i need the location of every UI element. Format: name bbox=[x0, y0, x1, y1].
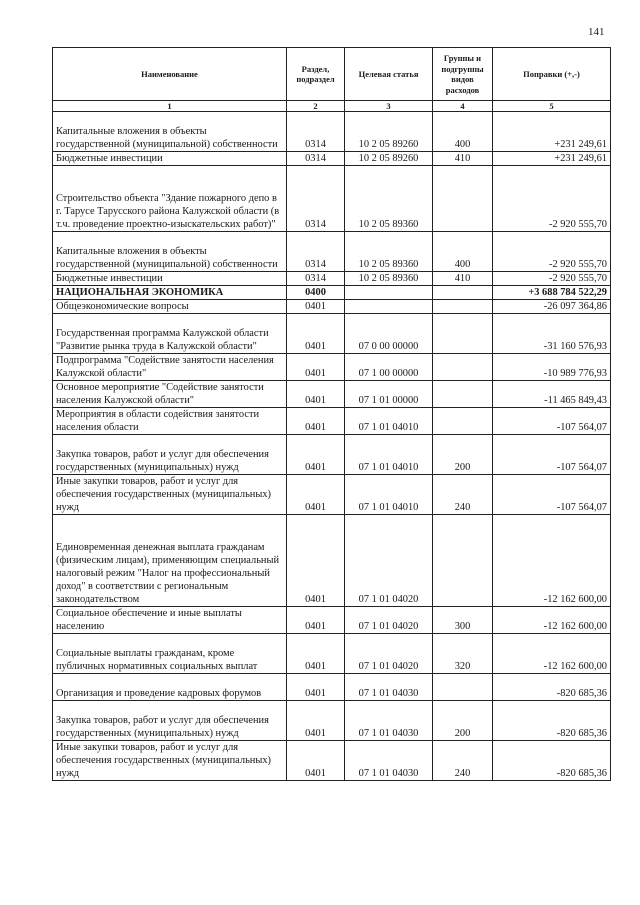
row-section: 0401 bbox=[287, 475, 345, 515]
row-target-article: 07 1 01 04030 bbox=[345, 674, 433, 701]
row-target-article: 10 2 05 89360 bbox=[345, 272, 433, 286]
row-expense-group: 320 bbox=[433, 634, 493, 674]
column-number: 1 bbox=[53, 101, 287, 112]
table-row bbox=[53, 166, 611, 232]
row-name: Подпрограмма "Содействие занятости населения Калужской области" bbox=[53, 354, 287, 381]
row-name: Закупка товаров, работ и услуг для обеспечения государственных (муниципальных) нужд bbox=[53, 435, 287, 475]
row-section: 0401 bbox=[287, 381, 345, 408]
row-name: Общеэкономические вопросы bbox=[53, 300, 287, 314]
row-amount: -10 989 776,93 bbox=[493, 354, 611, 381]
row-amount: +3 688 784 522,29 bbox=[493, 286, 611, 300]
row-expense-group: 410 bbox=[433, 152, 493, 166]
row-amount: -12 162 600,00 bbox=[493, 607, 611, 634]
row-section: 0314 bbox=[287, 272, 345, 286]
header-amount: Поправки (+,-) bbox=[493, 48, 611, 101]
row-target-article: 07 1 01 04020 bbox=[345, 607, 433, 634]
row-expense-group bbox=[433, 515, 493, 607]
row-target-article: 10 2 05 89260 bbox=[345, 112, 433, 152]
row-target-article bbox=[345, 286, 433, 300]
table-row bbox=[53, 674, 611, 701]
row-expense-group bbox=[433, 408, 493, 435]
row-section: 0314 bbox=[287, 152, 345, 166]
row-name: НАЦИОНАЛЬНАЯ ЭКОНОМИКА bbox=[53, 286, 287, 300]
row-section: 0401 bbox=[287, 300, 345, 314]
page-number: 141 bbox=[588, 26, 605, 38]
row-target-article: 07 1 01 04030 bbox=[345, 741, 433, 781]
row-section: 0401 bbox=[287, 607, 345, 634]
row-target-article: 07 1 01 04020 bbox=[345, 515, 433, 607]
table-row bbox=[53, 435, 611, 475]
row-expense-group: 200 bbox=[433, 701, 493, 741]
row-amount: -820 685,36 bbox=[493, 741, 611, 781]
row-amount: -820 685,36 bbox=[493, 701, 611, 741]
row-section: 0401 bbox=[287, 701, 345, 741]
row-expense-group bbox=[433, 354, 493, 381]
row-expense-group bbox=[433, 286, 493, 300]
row-expense-group bbox=[433, 166, 493, 232]
row-amount: -26 097 364,86 bbox=[493, 300, 611, 314]
table-row bbox=[53, 272, 611, 286]
header-name: Наименование bbox=[53, 48, 287, 101]
row-expense-group: 240 bbox=[433, 475, 493, 515]
table-row bbox=[53, 152, 611, 166]
row-target-article: 07 0 00 00000 bbox=[345, 314, 433, 354]
table-row bbox=[53, 515, 611, 607]
table-row bbox=[53, 741, 611, 781]
table-row bbox=[53, 232, 611, 272]
table-row bbox=[53, 286, 611, 300]
table-row bbox=[53, 634, 611, 674]
column-number: 4 bbox=[433, 101, 493, 112]
row-target-article: 07 1 01 04010 bbox=[345, 435, 433, 475]
header-target: Целевая статья bbox=[345, 48, 433, 101]
budget-table bbox=[52, 47, 611, 781]
table-row bbox=[53, 701, 611, 741]
row-name: Строительство объекта "Здание пожарного депо в г. Тарусе Тарусского района Калужской области (в т.ч. проведение проектно-изыскательских работ)" bbox=[53, 166, 287, 232]
table-row bbox=[53, 408, 611, 435]
row-amount: -107 564,07 bbox=[493, 435, 611, 475]
row-target-article: 10 2 05 89260 bbox=[345, 152, 433, 166]
row-section: 0314 bbox=[287, 166, 345, 232]
table-row bbox=[53, 607, 611, 634]
row-target-article: 10 2 05 89360 bbox=[345, 166, 433, 232]
row-section: 0401 bbox=[287, 354, 345, 381]
row-target-article: 07 1 00 00000 bbox=[345, 354, 433, 381]
row-amount: -12 162 600,00 bbox=[493, 515, 611, 607]
row-section: 0401 bbox=[287, 314, 345, 354]
table-row bbox=[53, 300, 611, 314]
row-expense-group: 300 bbox=[433, 607, 493, 634]
column-number: 2 bbox=[287, 101, 345, 112]
row-amount: -11 465 849,43 bbox=[493, 381, 611, 408]
row-section: 0314 bbox=[287, 232, 345, 272]
row-section: 0401 bbox=[287, 435, 345, 475]
column-number-row bbox=[53, 101, 611, 112]
row-name: Организация и проведение кадровых форумов bbox=[53, 674, 287, 701]
row-target-article: 07 1 01 04010 bbox=[345, 408, 433, 435]
row-target-article: 07 1 01 04020 bbox=[345, 634, 433, 674]
row-name: Основное мероприятие "Содействие занятости населения Калужской области" bbox=[53, 381, 287, 408]
row-section: 0401 bbox=[287, 515, 345, 607]
row-section: 0401 bbox=[287, 674, 345, 701]
row-name: Иные закупки товаров, работ и услуг для обеспечения государственных (муниципальных) нужд bbox=[53, 741, 287, 781]
row-target-article: 07 1 01 04030 bbox=[345, 701, 433, 741]
row-expense-group: 410 bbox=[433, 272, 493, 286]
row-expense-group: 400 bbox=[433, 112, 493, 152]
row-amount: -12 162 600,00 bbox=[493, 634, 611, 674]
header-section: Раздел, подраздел bbox=[287, 48, 345, 101]
row-name: Единовременная денежная выплата гражданам (физическим лицам), применяющим специальный налоговый режим "Налог на профессиональный доход" в соответствии с региональным законодательством bbox=[53, 515, 287, 607]
column-number: 5 bbox=[493, 101, 611, 112]
row-amount: +231 249,61 bbox=[493, 152, 611, 166]
row-target-article: 10 2 05 89360 bbox=[345, 232, 433, 272]
row-name: Бюджетные инвестиции bbox=[53, 152, 287, 166]
table-header-row bbox=[53, 48, 611, 101]
table-row bbox=[53, 112, 611, 152]
table-row bbox=[53, 475, 611, 515]
row-section: 0401 bbox=[287, 408, 345, 435]
row-expense-group: 400 bbox=[433, 232, 493, 272]
row-expense-group bbox=[433, 314, 493, 354]
row-amount: -820 685,36 bbox=[493, 674, 611, 701]
row-target-article: 07 1 01 04010 bbox=[345, 475, 433, 515]
row-name: Иные закупки товаров, работ и услуг для обеспечения государственных (муниципальных) нужд bbox=[53, 475, 287, 515]
row-name: Социальное обеспечение и иные выплаты населению bbox=[53, 607, 287, 634]
row-target-article bbox=[345, 300, 433, 314]
row-name: Капитальные вложения в объекты государственной (муниципальной) собственности bbox=[53, 112, 287, 152]
row-section: 0401 bbox=[287, 741, 345, 781]
row-section: 0401 bbox=[287, 634, 345, 674]
row-amount: -31 160 576,93 bbox=[493, 314, 611, 354]
row-name: Социальные выплаты гражданам, кроме публичных нормативных социальных выплат bbox=[53, 634, 287, 674]
table-row bbox=[53, 381, 611, 408]
row-amount: -2 920 555,70 bbox=[493, 272, 611, 286]
row-section: 0314 bbox=[287, 112, 345, 152]
table-row bbox=[53, 354, 611, 381]
row-target-article: 07 1 01 00000 bbox=[345, 381, 433, 408]
row-name: Закупка товаров, работ и услуг для обеспечения государственных (муниципальных) нужд bbox=[53, 701, 287, 741]
row-expense-group: 240 bbox=[433, 741, 493, 781]
row-expense-group bbox=[433, 381, 493, 408]
header-group: Группы и подгруппы видов расходов bbox=[433, 48, 493, 101]
column-number: 3 bbox=[345, 101, 433, 112]
row-amount: -2 920 555,70 bbox=[493, 232, 611, 272]
row-name: Бюджетные инвестиции bbox=[53, 272, 287, 286]
row-expense-group: 200 bbox=[433, 435, 493, 475]
row-amount: -2 920 555,70 bbox=[493, 166, 611, 232]
table-row bbox=[53, 314, 611, 354]
row-name: Мероприятия в области содействия занятости населения области bbox=[53, 408, 287, 435]
row-expense-group bbox=[433, 674, 493, 701]
row-expense-group bbox=[433, 300, 493, 314]
row-amount: -107 564,07 bbox=[493, 475, 611, 515]
row-section: 0400 bbox=[287, 286, 345, 300]
row-amount: -107 564,07 bbox=[493, 408, 611, 435]
row-name: Государственная программа Калужской области "Развитие рынка труда в Калужской области" bbox=[53, 314, 287, 354]
row-amount: +231 249,61 bbox=[493, 112, 611, 152]
row-name: Капитальные вложения в объекты государственной (муниципальной) собственности bbox=[53, 232, 287, 272]
